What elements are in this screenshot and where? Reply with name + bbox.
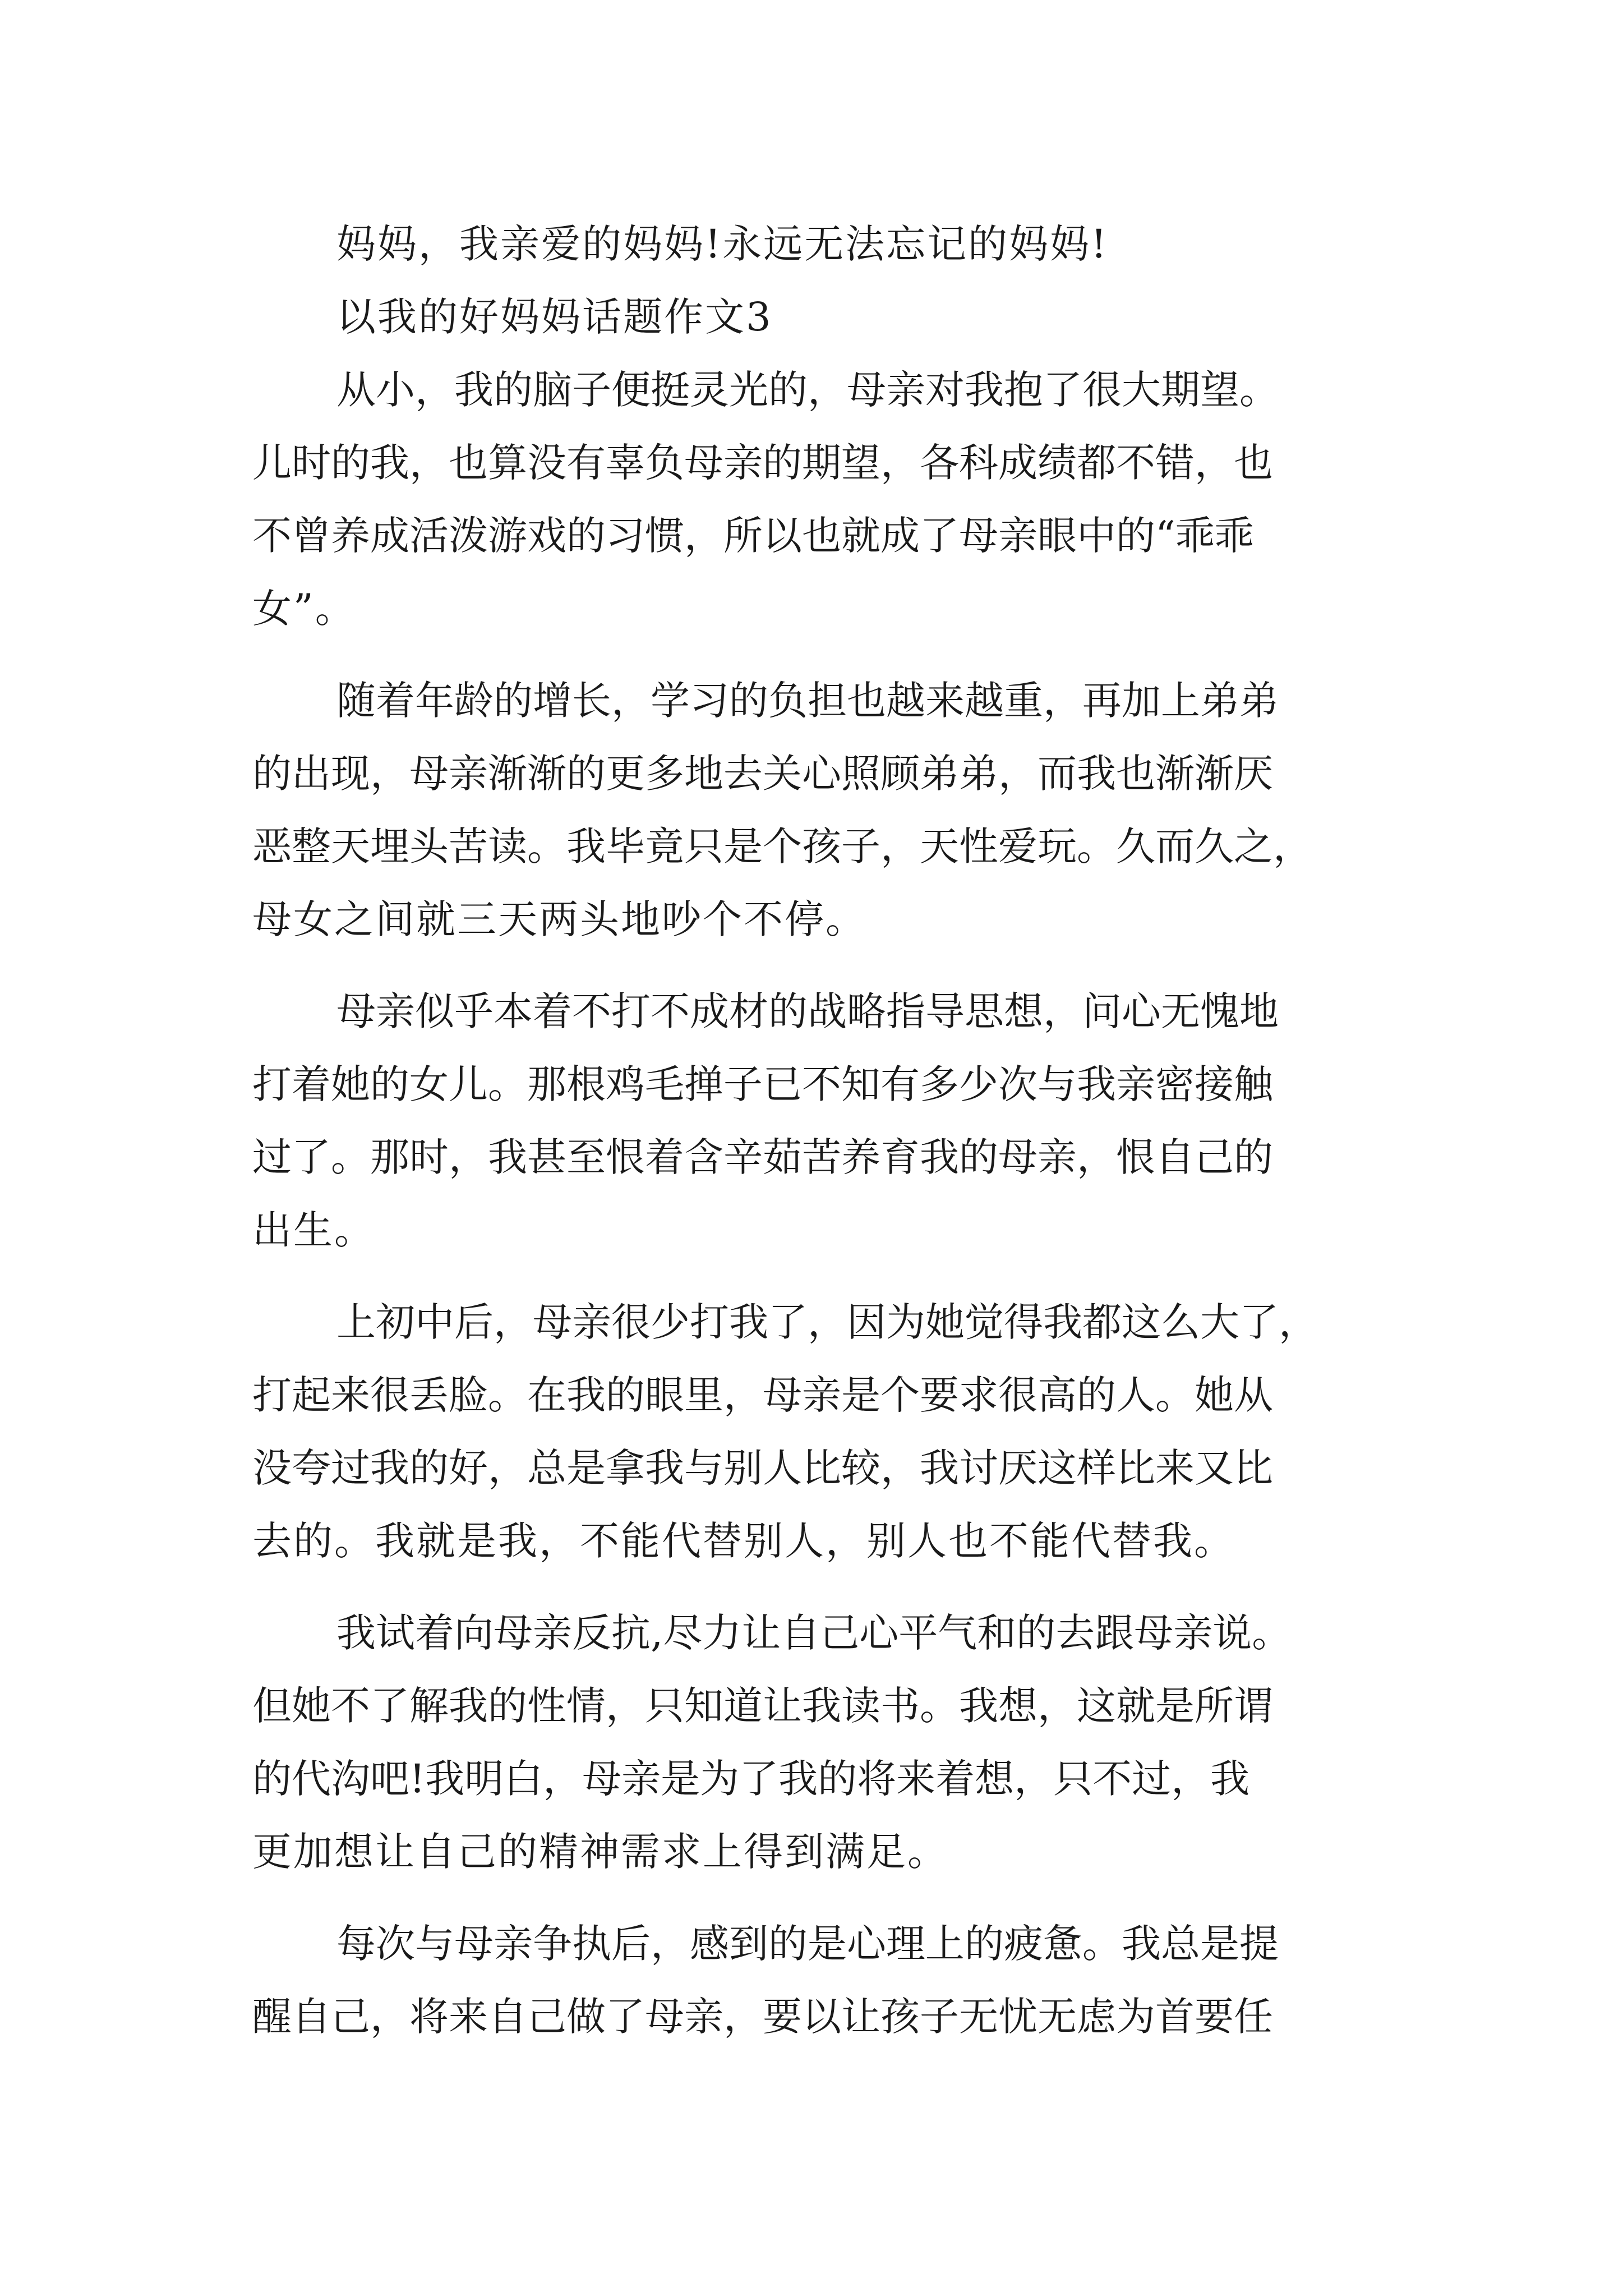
text-line: 儿时的我，也算没有辜负母亲的期望，各科成绩都不错，也 <box>252 440 1273 486</box>
text-line: 妈妈，我亲爱的妈妈!永远无法忘记的妈妈! <box>336 221 1109 267</box>
text-line: 上初中后，母亲很少打我了，因为她觉得我都这么大了， <box>336 1299 1318 1345</box>
text-line: 但她不了解我的性情，只知道让我读书。我想，这就是所谓 <box>252 1683 1273 1729</box>
text-line: 女”。 <box>252 586 356 632</box>
text-line: 母亲似乎本着不打不成材的战略指导思想，问心无愧地 <box>336 988 1279 1034</box>
text-line: 的出现，母亲渐渐的更多地去关心照顾弟弟，而我也渐渐厌 <box>252 751 1273 797</box>
text-line: 过了。那时，我甚至恨着含辛茹苦养育我的母亲，恨自己的 <box>252 1134 1273 1180</box>
text-line: 每次与母亲争执后，感到的是心理上的疲惫。我总是提 <box>336 1921 1279 1967</box>
text-line: 没夸过我的好，总是拿我与别人比较，我讨厌这样比来又比 <box>252 1445 1273 1491</box>
text-line: 醒自己，将来自己做了母亲，要以让孩子无忧无虑为首要任 <box>252 1994 1273 2040</box>
text-line: 恶整天埋头苦读。我毕竟只是个孩子，天性爱玩。久而久之， <box>252 823 1312 869</box>
text-line: 出生。 <box>252 1207 375 1253</box>
text-line: 随着年龄的增长，学习的负担也越来越重，再加上弟弟 <box>336 678 1279 724</box>
document-body <box>252 208 1391 2053</box>
text-line: 的代沟吧!我明白，母亲是为了我的将来着想，只不过，我 <box>252 1756 1250 1802</box>
text-line: 母女之间就三天两头地吵个不停。 <box>252 896 866 942</box>
text-line: 打着她的女儿。那根鸡毛掸子已不知有多少次与我亲密接触 <box>252 1061 1273 1107</box>
text-line: 从小，我的脑子便挺灵光的，母亲对我抱了很大期望。 <box>336 367 1279 413</box>
text-line: 打起来很丢脸。在我的眼里，母亲是个要求很高的人。她从 <box>252 1372 1273 1418</box>
section-heading: 以我的好妈妈话题作文3 <box>336 294 773 340</box>
text-line: 更加想让自己的精神需求上得到满足。 <box>252 1829 948 1875</box>
text-line: 我试着向母亲反抗,尽力让自己心平气和的去跟母亲说。 <box>336 1610 1292 1656</box>
text-line: 去的。我就是我，不能代替别人，别人也不能代替我。 <box>252 1518 1235 1564</box>
text-line: 不曾养成活泼游戏的习惯，所以也就成了母亲眼中的“乖乖 <box>252 513 1254 559</box>
